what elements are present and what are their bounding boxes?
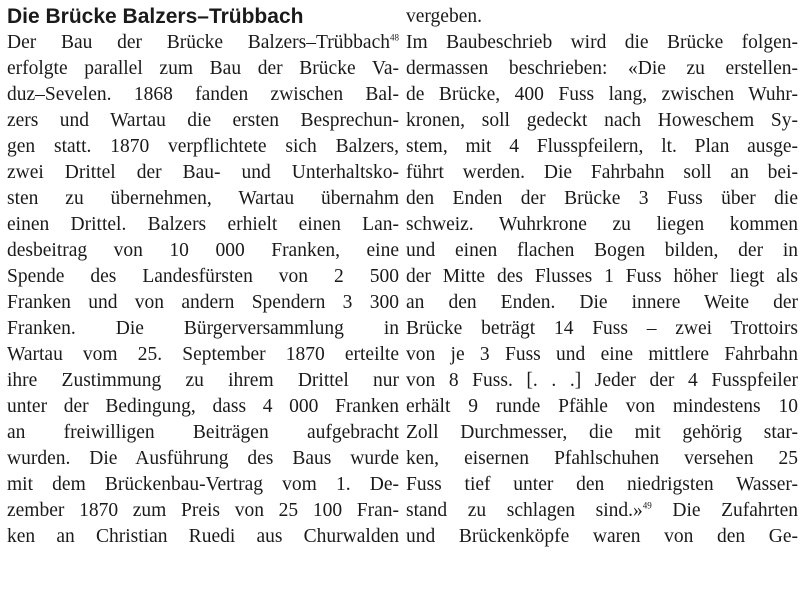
- text-line: den Enden der Brücke 3 Fuss über die: [406, 188, 798, 209]
- text-line: unter der Bedingung, dass 4 000 Franken: [7, 396, 399, 417]
- right-column: [406, 4, 798, 550]
- text-line-content: stand zu schlagen sind.»: [406, 500, 643, 521]
- text-line: an freiwilligen Beiträgen aufgebracht: [7, 422, 399, 443]
- left-column: [7, 4, 399, 550]
- footnote-marker: 49: [642, 500, 652, 511]
- text-line: kronen, soll gedeckt nach Howeschem Sy-: [406, 110, 798, 131]
- text-line: zember 1870 zum Preis von 25 100 Fran-: [7, 500, 399, 521]
- text-line: Fuss tief unter den niedrigsten Wasser-: [406, 474, 798, 495]
- text-line: [7, 30, 399, 56]
- text-line: stem, mit 4 Flusspfeilern, lt. Plan ausge-: [406, 136, 798, 157]
- text-line: und einen flachen Bogen bilden, der in: [406, 240, 798, 261]
- section-heading: Die Brücke Balzers–Trübbach: [7, 5, 304, 28]
- text-line: Wartau vom 25. September 1870 erteilte: [7, 344, 399, 365]
- text-line: zwei Drittel der Bau- und Unterhaltsko-: [7, 162, 399, 183]
- text-line: Im Baubeschrieb wird die Brücke folgen-: [406, 32, 798, 53]
- text-line: ken an Christian Ruedi aus Churwalden: [7, 526, 399, 547]
- footnote-marker: 48: [390, 32, 399, 43]
- text-line: vergeben.: [406, 6, 482, 27]
- text-line: ken, eisernen Pfahlschuhen versehen 25: [406, 448, 798, 469]
- text-line: gen statt. 1870 verpflichtete sich Balzers,: [7, 136, 399, 157]
- text-line: Zoll Durchmesser, die mit gehörig star-: [406, 422, 798, 443]
- text-line: Franken. Die Bürgerversammlung in: [7, 318, 399, 339]
- text-line: zers und Wartau die ersten Besprechun-: [7, 110, 399, 131]
- text-line: sten zu übernehmen, Wartau übernahm: [7, 188, 399, 209]
- text-line: ihre Zustimmung zu ihrem Drittel nur: [7, 370, 399, 391]
- text-line: erhält 9 runde Pfähle von mindestens 10: [406, 396, 798, 417]
- text-line: von 8 Fuss. [. . .] Jeder der 4 Fusspfeiler: [406, 370, 798, 391]
- text-line: einen Drittel. Balzers erhielt einen Lan-: [7, 214, 399, 235]
- text-line: Franken und von andern Spendern 3 300: [7, 292, 399, 313]
- text-line: duz–Sevelen. 1868 fanden zwischen Bal-: [7, 84, 399, 105]
- text-line: erfolgte parallel zum Bau der Brücke Va-: [7, 58, 399, 79]
- text-line: der Mitte des Flusses 1 Fuss höher liegt als: [406, 266, 798, 287]
- text-line: [406, 498, 798, 524]
- text-line: und Brückenköpfe waren von den Ge-: [406, 526, 798, 547]
- text-line: führt werden. Die Fahrbahn soll an bei-: [406, 162, 798, 183]
- text-line: an den Enden. Die innere Weite der: [406, 292, 798, 313]
- text-line: Spende des Landesfürsten von 2 500: [7, 266, 399, 287]
- text-line: desbeitrag von 10 000 Franken, eine: [7, 240, 399, 261]
- text-line: schweiz. Wuhrkrone zu liegen kommen: [406, 214, 798, 235]
- text-line: dermassen beschrieben: «Die zu erstellen-: [406, 58, 798, 79]
- text-line-content: Der Bau der Brücke Balzers–Trübbach: [7, 32, 390, 53]
- text-line: wurden. Die Ausführung des Baus wurde: [7, 448, 399, 469]
- text-line: mit dem Brückenbau-Vertrag vom 1. De-: [7, 474, 399, 495]
- text-line: de Brücke, 400 Fuss lang, zwischen Wuhr-: [406, 84, 798, 105]
- text-line: von je 3 Fuss und eine mittlere Fahrbahn: [406, 344, 798, 365]
- text-line: Brücke beträgt 14 Fuss – zwei Trottoirs: [406, 318, 798, 339]
- text-line-content: Die Zufahrten: [651, 500, 798, 521]
